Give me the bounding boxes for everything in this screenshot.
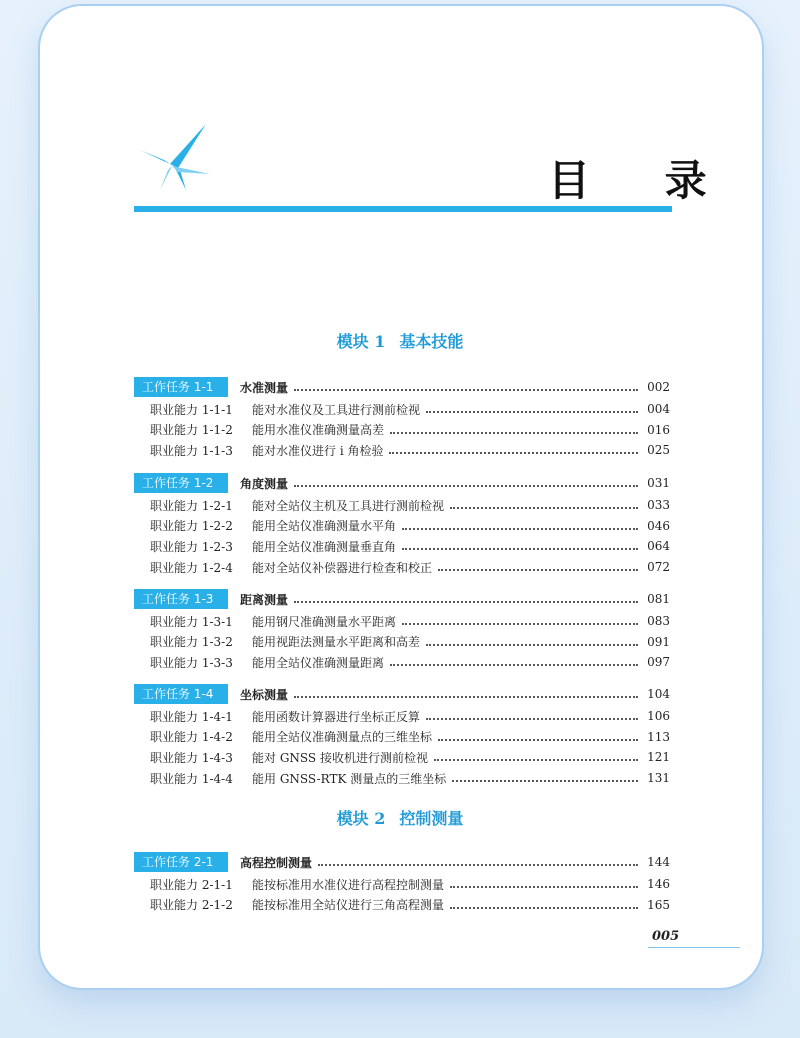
page-number: 121 <box>647 750 670 765</box>
title-rule <box>134 206 672 212</box>
capability-code: 职业能力 1-2-1 <box>150 498 233 513</box>
footer-page-number: 005 <box>652 929 680 944</box>
page-number: 033 <box>647 498 670 512</box>
capability-code: 职业能力 1-1-2 <box>150 423 233 438</box>
capability-title: 能对全站仪主机及工具进行测前检视 <box>252 498 445 513</box>
page-number: 004 <box>647 402 670 416</box>
dot-leader <box>450 507 638 509</box>
capability-row[interactable] <box>134 440 670 460</box>
capability-title: 能对 GNSS 接收机进行测前检视 <box>252 750 428 765</box>
capability-title: 能对水准仪进行 i 角检验 <box>252 443 384 458</box>
page-number: 131 <box>647 771 670 786</box>
dot-leader <box>402 528 638 530</box>
page-number: 064 <box>647 539 670 554</box>
capability-code: 职业能力 1-4-1 <box>150 709 233 724</box>
task-row[interactable] <box>134 473 670 493</box>
dot-leader <box>434 759 638 761</box>
module-name: 控制测量 <box>399 809 464 828</box>
capability-row[interactable] <box>134 768 670 788</box>
module-number: 模块 1 <box>336 332 386 351</box>
dot-leader <box>294 696 638 698</box>
task-badge: 工作任务 1-3 <box>134 589 228 609</box>
dot-leader <box>450 886 638 888</box>
capability-title: 能按标准用全站仪进行三角高程测量 <box>252 898 445 913</box>
page-number: 081 <box>647 592 670 606</box>
capability-row[interactable] <box>134 611 670 631</box>
capability-code: 职业能力 2-1-1 <box>150 877 233 892</box>
dot-leader <box>452 780 638 782</box>
capability-code: 职业能力 1-2-4 <box>150 560 233 575</box>
capability-title: 能按标准用水准仪进行高程控制测量 <box>252 877 445 892</box>
capability-code: 职业能力 2-1-2 <box>150 898 233 913</box>
dot-leader <box>390 432 638 434</box>
page-number: 091 <box>647 634 670 649</box>
module-name: 基本技能 <box>399 332 464 351</box>
capability-row[interactable] <box>134 495 670 515</box>
capability-title: 能用钢尺准确测量水平距离 <box>252 614 397 629</box>
module-number: 模块 2 <box>336 809 386 828</box>
capability-title: 能用函数计算器进行坐标正反算 <box>252 709 421 724</box>
dot-leader <box>390 664 638 666</box>
capability-row[interactable] <box>134 557 670 577</box>
task-title: 坐标测量 <box>240 687 289 702</box>
capability-code: 职业能力 1-2-2 <box>150 519 233 534</box>
capability-code: 职业能力 1-4-3 <box>150 750 233 765</box>
dot-leader <box>294 601 638 603</box>
page-number: 046 <box>647 518 670 533</box>
page-number: 146 <box>647 877 670 891</box>
page-number: 025 <box>647 443 670 458</box>
page-number: 113 <box>647 729 670 744</box>
dot-leader <box>450 907 638 909</box>
dot-leader <box>402 548 638 550</box>
page-number: 144 <box>647 855 670 869</box>
capability-code: 职业能力 1-4-4 <box>150 771 233 786</box>
capability-code: 职业能力 1-3-2 <box>150 635 233 650</box>
dot-leader <box>426 644 638 646</box>
capability-title: 能用全站仪准确测量点的三维坐标 <box>252 730 433 745</box>
capability-title: 能用全站仪准确测量水平角 <box>252 519 397 534</box>
module-heading <box>0 809 800 829</box>
page-number: 072 <box>647 560 670 575</box>
dot-leader <box>389 452 638 454</box>
dot-leader <box>318 864 638 866</box>
capability-row[interactable] <box>134 399 670 419</box>
task-row[interactable] <box>134 589 670 609</box>
page-number: 104 <box>647 687 670 701</box>
task-title: 距离测量 <box>240 592 289 607</box>
capability-row[interactable] <box>134 536 670 556</box>
module-heading <box>0 332 800 352</box>
page-number: 002 <box>647 380 670 394</box>
dot-leader <box>438 569 638 571</box>
capability-title: 能用水准仪准确测量高差 <box>252 423 385 438</box>
star-logo-icon <box>134 120 214 198</box>
dot-leader <box>294 485 638 487</box>
capability-row[interactable] <box>134 632 670 652</box>
capability-row[interactable] <box>134 874 670 894</box>
page-number: 165 <box>647 897 670 912</box>
capability-title: 能用全站仪准确测量垂直角 <box>252 539 397 554</box>
dot-leader <box>426 718 638 720</box>
task-badge: 工作任务 1-1 <box>134 377 228 397</box>
capability-title: 能用视距法测量水平距离和高差 <box>252 635 421 650</box>
page-number: 031 <box>647 476 670 490</box>
capability-code: 职业能力 1-1-3 <box>150 443 233 458</box>
capability-code: 职业能力 1-1-1 <box>150 402 233 417</box>
task-title: 高程控制测量 <box>240 855 313 870</box>
task-row[interactable] <box>134 684 670 704</box>
page-title: 目 录 <box>548 156 737 205</box>
page-number: 097 <box>647 655 670 670</box>
dot-leader <box>402 623 638 625</box>
capability-row[interactable] <box>134 895 670 915</box>
capability-code: 职业能力 1-2-3 <box>150 539 233 554</box>
dot-leader <box>426 411 638 413</box>
capability-row[interactable] <box>134 516 670 536</box>
task-badge: 工作任务 2-1 <box>134 852 228 872</box>
capability-code: 职业能力 1-4-2 <box>150 730 233 745</box>
capability-code: 职业能力 1-3-3 <box>150 655 233 670</box>
capability-row[interactable] <box>134 747 670 767</box>
task-title: 水准测量 <box>240 380 289 395</box>
dot-leader <box>438 739 638 741</box>
dot-leader <box>294 389 638 391</box>
footer-rule <box>648 947 740 948</box>
capability-code: 职业能力 1-3-1 <box>150 614 233 629</box>
capability-row[interactable] <box>134 652 670 672</box>
task-badge: 工作任务 1-2 <box>134 473 228 493</box>
page-number: 106 <box>647 709 670 723</box>
task-row[interactable] <box>134 852 670 872</box>
capability-title: 能对水准仪及工具进行测前检视 <box>252 402 421 417</box>
page-number: 016 <box>647 422 670 437</box>
capability-row[interactable] <box>134 420 670 440</box>
page-number: 083 <box>647 614 670 628</box>
capability-title: 能对全站仪补偿器进行检查和校正 <box>252 560 433 575</box>
task-badge: 工作任务 1-4 <box>134 684 228 704</box>
task-row[interactable] <box>134 377 670 397</box>
capability-title: 能用 GNSS-RTK 测量点的三维坐标 <box>252 771 447 786</box>
task-title: 角度测量 <box>240 476 289 491</box>
capability-row[interactable] <box>134 727 670 747</box>
capability-title: 能用全站仪准确测量距离 <box>252 655 385 670</box>
capability-row[interactable] <box>134 706 670 726</box>
